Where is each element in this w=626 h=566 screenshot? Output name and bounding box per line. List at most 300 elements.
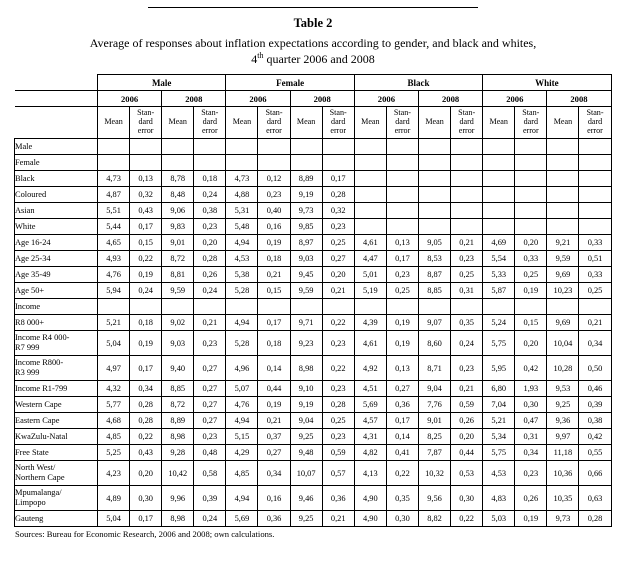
table-cell: 6,80 — [483, 381, 515, 397]
row-label: Black — [15, 171, 98, 187]
table-cell: 0,26 — [194, 267, 226, 283]
table-cell: 4,68 — [98, 413, 130, 429]
table-cell — [354, 171, 386, 187]
table-cell: 0,36 — [258, 511, 290, 527]
table-cell: 9,01 — [162, 235, 194, 251]
table-cell: 0,27 — [386, 381, 418, 397]
table-cell: 9,97 — [547, 429, 579, 445]
table-row — [15, 171, 612, 187]
table-row — [15, 299, 612, 315]
table-cell: 9,59 — [290, 283, 322, 299]
table-cell: 0,19 — [130, 331, 162, 356]
table-cell: 0,36 — [386, 397, 418, 413]
table-cell: 9,53 — [547, 381, 579, 397]
table-cell: 0,33 — [515, 251, 547, 267]
table-cell — [354, 299, 386, 315]
table-cell: 9,73 — [290, 203, 322, 219]
table-cell: 0,23 — [451, 356, 483, 381]
table-cell: 4,73 — [226, 171, 258, 187]
table-cell: 0,15 — [515, 315, 547, 331]
table-cell — [547, 155, 579, 171]
table-cell: 0,42 — [579, 429, 611, 445]
table-row — [15, 331, 612, 356]
table-cell — [483, 187, 515, 203]
table-cell: 4,88 — [226, 187, 258, 203]
table-cell: 0,66 — [579, 461, 611, 486]
stat-header-mean: Mean — [547, 107, 579, 139]
table-row — [15, 267, 612, 283]
table-cell: 0,40 — [258, 203, 290, 219]
row-label: Free State — [15, 445, 98, 461]
table-cell: 0,19 — [130, 267, 162, 283]
table-cell: 0,34 — [579, 331, 611, 356]
table-cell: 9,69 — [547, 267, 579, 283]
table-cell — [226, 155, 258, 171]
row-label: Asian — [15, 203, 98, 219]
table-cell — [194, 155, 226, 171]
table-cell — [290, 155, 322, 171]
document-page — [0, 7, 626, 566]
table-cell: 0,31 — [515, 429, 547, 445]
table-cell — [162, 155, 194, 171]
table-row — [15, 139, 612, 155]
table-cell — [483, 203, 515, 219]
table-cell: 5,48 — [226, 219, 258, 235]
table-cell: 0,24 — [194, 511, 226, 527]
group-header-male: Male — [98, 75, 226, 91]
table-cell — [418, 219, 450, 235]
table-cell: 7,76 — [418, 397, 450, 413]
table-cell: 0,59 — [322, 445, 354, 461]
table-cell — [483, 219, 515, 235]
table-cell: 4,31 — [354, 429, 386, 445]
table-header — [15, 75, 612, 139]
table-cell: 0,23 — [258, 187, 290, 203]
table-cell — [130, 139, 162, 155]
table-cell: 4,61 — [354, 331, 386, 356]
table-cell: 0,59 — [451, 397, 483, 413]
stat-header-se: Stan- dard error — [322, 107, 354, 139]
stat-header-se: Stan- dard error — [258, 107, 290, 139]
row-label: North West/ Northern Cape — [15, 461, 98, 486]
table-cell: 0,23 — [322, 331, 354, 356]
table-cell: 9,25 — [290, 429, 322, 445]
table-cell: 0,33 — [579, 267, 611, 283]
table-cell: 0,13 — [386, 356, 418, 381]
table-cell: 5,75 — [483, 331, 515, 356]
table-cell: 0,43 — [130, 445, 162, 461]
table-cell — [515, 219, 547, 235]
table-cell: 4,32 — [98, 381, 130, 397]
table-cell — [258, 139, 290, 155]
table-cell: 8,89 — [290, 171, 322, 187]
table-cell: 0,28 — [130, 413, 162, 429]
table-row — [15, 251, 612, 267]
table-cell: 0,23 — [194, 331, 226, 356]
table-cell: 5,03 — [483, 511, 515, 527]
table-cell: 0,32 — [130, 187, 162, 203]
table-cell — [579, 299, 611, 315]
stat-header-se: Stan- dard error — [130, 107, 162, 139]
table-cell — [226, 139, 258, 155]
table-cell — [418, 155, 450, 171]
table-cell: 9,59 — [162, 283, 194, 299]
table-cell: 10,42 — [162, 461, 194, 486]
table-cell: 0,14 — [258, 356, 290, 381]
table-cell: 8,85 — [418, 283, 450, 299]
table-cell: 0,25 — [386, 283, 418, 299]
table-cell: 0,27 — [194, 397, 226, 413]
table-row — [15, 429, 612, 445]
table-cell: 7,04 — [483, 397, 515, 413]
table-cell: 4,76 — [226, 397, 258, 413]
table-cell: 8,87 — [418, 267, 450, 283]
table-cell: 0,57 — [322, 461, 354, 486]
table-cell: 10,36 — [547, 461, 579, 486]
table-cell: 7,87 — [418, 445, 450, 461]
caption-ordinal-suffix: th — [257, 51, 264, 60]
table-cell: 8,71 — [418, 356, 450, 381]
table-cell: 0,23 — [194, 219, 226, 235]
table-cell — [579, 155, 611, 171]
table-cell: 9,06 — [162, 203, 194, 219]
table-cell: 5,21 — [98, 315, 130, 331]
table-cell — [258, 299, 290, 315]
table-cell — [386, 219, 418, 235]
stat-header-mean: Mean — [418, 107, 450, 139]
table-cell: 0,19 — [515, 511, 547, 527]
corner-cell-stats — [15, 107, 98, 139]
table-cell: 0,12 — [258, 171, 290, 187]
table-cell — [515, 187, 547, 203]
table-cell: 4,94 — [226, 486, 258, 511]
table-cell: 0,33 — [579, 235, 611, 251]
table-cell: 5,21 — [483, 413, 515, 429]
table-cell: 10,32 — [418, 461, 450, 486]
table-cell: 0,41 — [386, 445, 418, 461]
table-cell: 0,22 — [451, 511, 483, 527]
table-cell: 0,20 — [130, 461, 162, 486]
table-cell: 0,19 — [515, 283, 547, 299]
table-cell — [547, 299, 579, 315]
row-label: Income R800- R3 999 — [15, 356, 98, 381]
table-cell: 5,24 — [483, 315, 515, 331]
table-cell: 5,01 — [354, 267, 386, 283]
group-header-white: White — [483, 75, 611, 91]
table-cell: 0,44 — [258, 381, 290, 397]
table-cell: 4,39 — [354, 315, 386, 331]
table-cell: 4,93 — [98, 251, 130, 267]
table-cell: 5,28 — [226, 283, 258, 299]
table-cell: 9,04 — [290, 413, 322, 429]
table-cell: 4,53 — [226, 251, 258, 267]
table-cell: 8,89 — [162, 413, 194, 429]
table-cell: 4,85 — [226, 461, 258, 486]
table-cell: 5,15 — [226, 429, 258, 445]
table-cell — [354, 155, 386, 171]
table-cell: 0,22 — [386, 461, 418, 486]
table-cell: 9,45 — [290, 267, 322, 283]
table-row — [15, 235, 612, 251]
table-cell: 4,65 — [98, 235, 130, 251]
table-cell: 5,51 — [98, 203, 130, 219]
table-cell: 0,34 — [515, 445, 547, 461]
table-cell — [547, 139, 579, 155]
table-cell — [483, 139, 515, 155]
group-header-female: Female — [226, 75, 354, 91]
table-cell: 9,02 — [162, 315, 194, 331]
table-cell — [258, 155, 290, 171]
table-cell: 0,15 — [130, 235, 162, 251]
table-cell: 4,61 — [354, 235, 386, 251]
table-cell: 0,34 — [258, 461, 290, 486]
table-cell: 0,21 — [579, 315, 611, 331]
table-cell: 10,23 — [547, 283, 579, 299]
inflation-expectations-table — [14, 74, 612, 527]
table-cell: 4,83 — [483, 486, 515, 511]
caption-line-2-post: quarter 2006 and 2008 — [263, 52, 375, 66]
table-cell: 8,72 — [162, 397, 194, 413]
year-white-2008: 2008 — [547, 91, 611, 107]
table-cell: 0,37 — [258, 429, 290, 445]
table-cell: 4,47 — [354, 251, 386, 267]
header-row-years — [15, 91, 612, 107]
table-cell: 9,23 — [290, 331, 322, 356]
table-cell: 0,18 — [194, 171, 226, 187]
table-cell: 0,27 — [322, 251, 354, 267]
table-cell: 0,23 — [194, 429, 226, 445]
table-cell: 4,29 — [226, 445, 258, 461]
table-cell — [322, 155, 354, 171]
caption-line-2-pre: 4 — [251, 52, 258, 66]
table-cell: 0,24 — [194, 187, 226, 203]
table-cell: 9,04 — [418, 381, 450, 397]
table-cell — [386, 187, 418, 203]
table-cell — [354, 139, 386, 155]
table-cell: 0,20 — [515, 331, 547, 356]
table-cell: 0,24 — [130, 283, 162, 299]
table-cell: 0,24 — [194, 283, 226, 299]
table-cell — [547, 219, 579, 235]
table-cell — [418, 139, 450, 155]
table-cell: 9,46 — [290, 486, 322, 511]
header-row-stats — [15, 107, 612, 139]
table-cell: 0,17 — [386, 251, 418, 267]
table-cell: 0,39 — [579, 397, 611, 413]
table-cell: 0,25 — [322, 235, 354, 251]
table-cell: 8,98 — [162, 511, 194, 527]
row-label: Eastern Cape — [15, 413, 98, 429]
table-cell: 0,27 — [194, 356, 226, 381]
table-cell — [354, 187, 386, 203]
table-cell: 5,31 — [226, 203, 258, 219]
table-cell — [386, 171, 418, 187]
table-cell: 5,34 — [483, 429, 515, 445]
table-cell: 0,19 — [258, 397, 290, 413]
table-cell: 9,83 — [162, 219, 194, 235]
table-cell: 0,21 — [194, 315, 226, 331]
table-cell: 0,26 — [515, 486, 547, 511]
table-cell: 0,34 — [130, 381, 162, 397]
table-cell — [515, 203, 547, 219]
table-cell — [579, 139, 611, 155]
table-cell: 0,28 — [322, 397, 354, 413]
table-cell — [483, 299, 515, 315]
row-label: KwaZulu-Natal — [15, 429, 98, 445]
table-row — [15, 203, 612, 219]
table-cell: 0,21 — [451, 235, 483, 251]
table-cell — [547, 171, 579, 187]
table-cell: 0,31 — [451, 283, 483, 299]
table-cell: 10,28 — [547, 356, 579, 381]
table-cell — [130, 299, 162, 315]
table-cell — [290, 299, 322, 315]
stat-header-se: Stan- dard error — [515, 107, 547, 139]
stat-header-se: Stan- dard error — [579, 107, 611, 139]
year-white-2006: 2006 — [483, 91, 547, 107]
table-cell: 0,17 — [386, 413, 418, 429]
table-cell: 5,75 — [483, 445, 515, 461]
table-cell: 8,53 — [418, 251, 450, 267]
table-cell — [354, 219, 386, 235]
table-cell — [130, 155, 162, 171]
corner-cell-years — [15, 91, 98, 107]
row-label: Age 35-49 — [15, 267, 98, 283]
table-cell — [418, 171, 450, 187]
table-cell: 0,27 — [194, 381, 226, 397]
stat-header-mean: Mean — [98, 107, 130, 139]
table-cell: 0,43 — [130, 203, 162, 219]
table-cell: 4,76 — [98, 267, 130, 283]
table-cell: 0,17 — [258, 315, 290, 331]
table-cell: 0,28 — [194, 251, 226, 267]
table-cell: 9,19 — [290, 187, 322, 203]
year-male-2008: 2008 — [162, 91, 226, 107]
table-cell: 0,17 — [130, 219, 162, 235]
table-cell — [451, 219, 483, 235]
table-cell: 5,77 — [98, 397, 130, 413]
table-cell: 9,07 — [418, 315, 450, 331]
table-cell: 4,69 — [483, 235, 515, 251]
top-rule — [148, 7, 478, 8]
table-cell: 5,25 — [98, 445, 130, 461]
table-cell — [483, 155, 515, 171]
table-cell: 0,22 — [322, 356, 354, 381]
table-row — [15, 397, 612, 413]
table-cell: 0,55 — [579, 445, 611, 461]
table-cell: 9,36 — [547, 413, 579, 429]
table-cell: 0,21 — [258, 413, 290, 429]
table-cell: 5,04 — [98, 331, 130, 356]
row-label: Age 50+ — [15, 283, 98, 299]
year-female-2006: 2006 — [226, 91, 290, 107]
table-cell: 5,69 — [226, 511, 258, 527]
table-cell — [451, 299, 483, 315]
row-label: White — [15, 219, 98, 235]
table-cell — [194, 139, 226, 155]
year-black-2006: 2006 — [354, 91, 418, 107]
table-cell: 0,42 — [515, 356, 547, 381]
table-cell: 0,22 — [130, 251, 162, 267]
table-cell: 4,89 — [98, 486, 130, 511]
table-cell: 0,18 — [130, 315, 162, 331]
table-cell — [386, 299, 418, 315]
stat-header-se: Stan- dard error — [451, 107, 483, 139]
stat-header-mean: Mean — [226, 107, 258, 139]
table-cell — [547, 187, 579, 203]
table-cell — [98, 139, 130, 155]
table-cell: 4,13 — [354, 461, 386, 486]
table-cell — [386, 203, 418, 219]
table-cell: 9,03 — [290, 251, 322, 267]
table-cell: 0,17 — [130, 511, 162, 527]
table-cell: 5,04 — [98, 511, 130, 527]
table-cell: 5,54 — [483, 251, 515, 267]
table-cell — [547, 203, 579, 219]
table-cell: 9,56 — [418, 486, 450, 511]
table-cell: 4,90 — [354, 486, 386, 511]
table-cell: 5,69 — [354, 397, 386, 413]
table-cell: 0,20 — [322, 267, 354, 283]
year-female-2008: 2008 — [290, 91, 354, 107]
table-cell: 0,17 — [322, 171, 354, 187]
table-cell — [451, 203, 483, 219]
table-row — [15, 461, 612, 486]
table-row — [15, 413, 612, 429]
table-source-note: Sources: Bureau for Economic Research, 2006 and 2008; own calculations. — [15, 529, 275, 539]
table-cell: 4,57 — [354, 413, 386, 429]
table-cell: 9,28 — [162, 445, 194, 461]
table-cell — [354, 203, 386, 219]
table-cell: 5,94 — [98, 283, 130, 299]
stat-header-mean: Mean — [290, 107, 322, 139]
table-cell — [451, 171, 483, 187]
table-cell: 9,85 — [290, 219, 322, 235]
table-cell — [579, 187, 611, 203]
table-row — [15, 187, 612, 203]
table-cell: 9,96 — [162, 486, 194, 511]
table-number: Table 2 — [293, 16, 333, 30]
table-cell: 10,07 — [290, 461, 322, 486]
table-cell: 0,48 — [194, 445, 226, 461]
table-cell: 0,39 — [194, 486, 226, 511]
table-cell — [322, 299, 354, 315]
row-label: Age 25-34 — [15, 251, 98, 267]
stat-header-se: Stan- dard error — [386, 107, 418, 139]
row-label: Mpumalanga/ Limpopo — [15, 486, 98, 511]
table-body — [15, 139, 612, 527]
table-cell: 0,35 — [386, 486, 418, 511]
table-cell — [98, 155, 130, 171]
table-row — [15, 486, 612, 511]
table-cell — [386, 155, 418, 171]
stat-header-se: Stan- dard error — [194, 107, 226, 139]
table-cell: 10,35 — [547, 486, 579, 511]
table-cell: 4,53 — [483, 461, 515, 486]
table-cell — [322, 139, 354, 155]
row-label: Gauteng — [15, 511, 98, 527]
table-cell: 0,23 — [515, 461, 547, 486]
table-cell: 0,25 — [322, 413, 354, 429]
table-cell: 0,46 — [579, 381, 611, 397]
table-row — [15, 511, 612, 527]
table-row — [15, 356, 612, 381]
table-cell: 0,44 — [451, 445, 483, 461]
table-cell: 0,53 — [451, 461, 483, 486]
table-cell: 4,92 — [354, 356, 386, 381]
row-label: Age 16-24 — [15, 235, 98, 251]
table-cell — [162, 299, 194, 315]
